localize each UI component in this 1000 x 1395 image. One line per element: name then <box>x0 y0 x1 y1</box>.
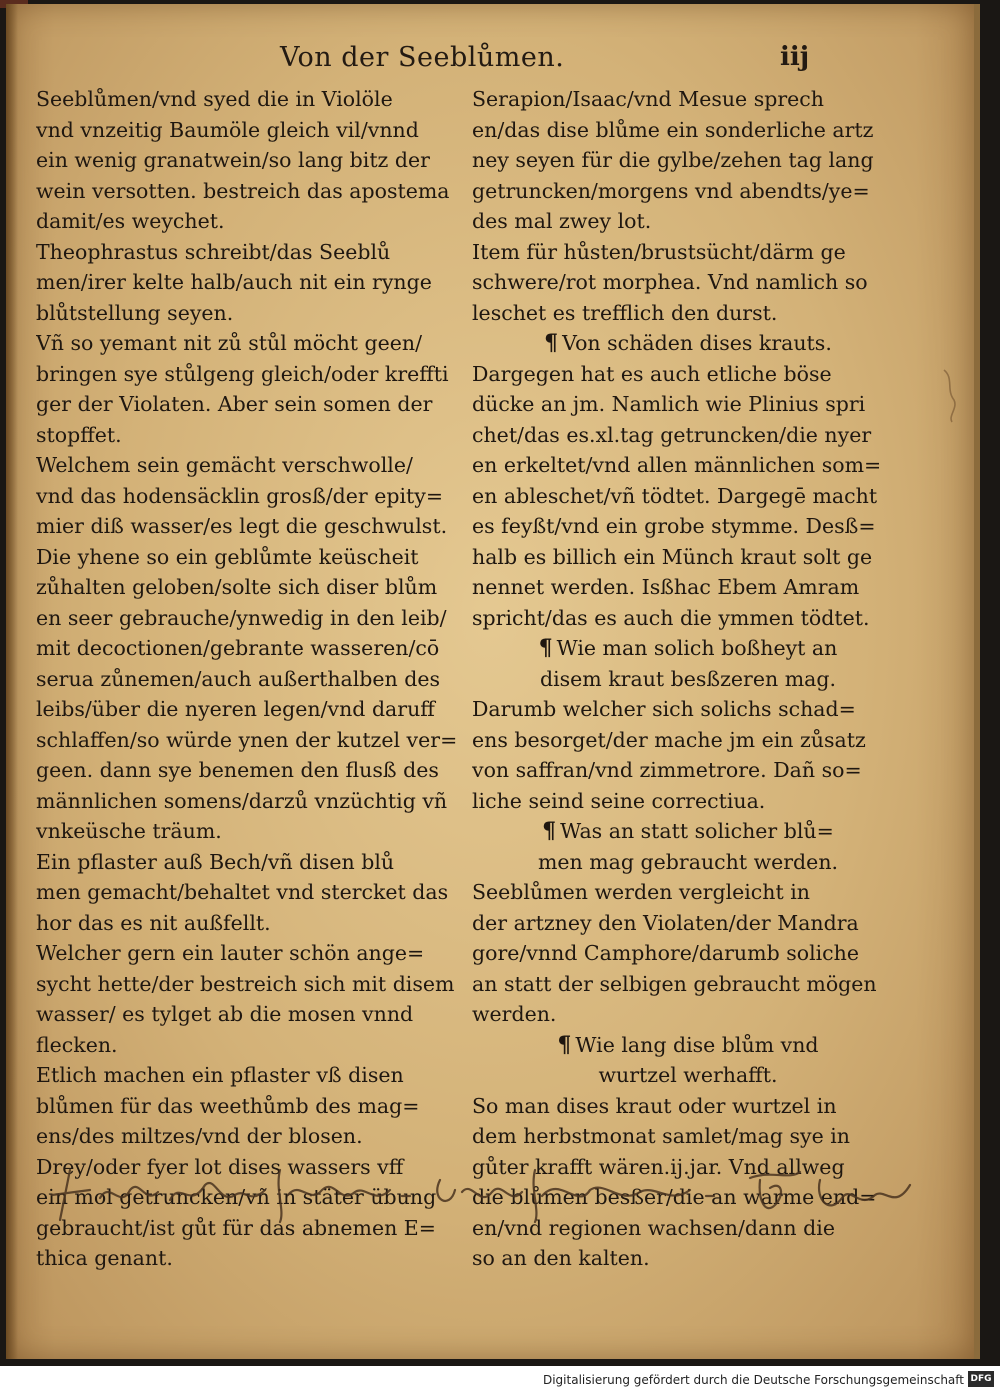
text-line <box>472 786 904 817</box>
text-line <box>472 755 904 786</box>
text-line: ens/des miltzes/vnd der blosen. <box>36 1124 363 1148</box>
section-heading <box>472 816 904 847</box>
text-line <box>472 115 904 146</box>
line-text: ens besorget/der mache jm ein zůsatz <box>472 727 866 752</box>
text-line <box>472 450 904 481</box>
text-line: bringen sye stůlgeng gleich/oder kreffti <box>36 361 449 386</box>
text-line: damit/es weychet. <box>36 209 225 233</box>
text-line: geen. dann sye benemen den flusß des <box>36 758 439 782</box>
text-line: vnkeüsche träum. <box>36 819 222 843</box>
text-line: zůhalten geloben/solte sich diser blům <box>36 575 438 599</box>
text-line: thica genant. <box>36 1246 173 1270</box>
text-line: blůtstellung seyen. <box>36 300 234 325</box>
funding-credit: Digitalisierung gefördert durch die Deutsche Forschungsgemeinschaft <box>542 1373 964 1387</box>
text-line: Etlich machen ein pflaster vß disen <box>36 1063 404 1087</box>
text-line <box>472 664 904 695</box>
text-line: Welcher gern ein lauter schön ange= <box>36 941 425 965</box>
line-text: die blůmen besßer/die an warme end= <box>472 1185 877 1209</box>
line-text: schwere/rot morphea. Vnd namlich so <box>472 270 868 294</box>
text-line <box>472 176 904 207</box>
line-text: es feyßt/vnd ein grobe stymme. Desß= <box>472 514 876 538</box>
dfg-logo: DFG <box>968 1371 994 1387</box>
text-line: Theophrastus schreibt/das Seeblů <box>36 239 391 264</box>
line-text: dücke an jm. Namlich wie Plinius spri <box>472 392 866 416</box>
handwritten-inscription <box>30 1150 950 1230</box>
text-line: Ein pflaster auß Bech/vñ disen blů <box>36 849 395 874</box>
text-line: hor das es nit außfellt. <box>36 910 271 935</box>
line-text: en/vnd regionen wachsen/dann die <box>472 1215 835 1240</box>
line-text: en/das dise blůme ein sonderliche artz <box>472 117 874 142</box>
text-line <box>472 542 904 573</box>
line-text: ney seyen für die gylbe/zehen tag lang <box>472 148 874 172</box>
line-text: so an den kalten. <box>472 1246 650 1270</box>
line-text: Darumb welcher sich solichs schad= <box>472 697 856 721</box>
line-text: en erkeltet/vnd allen männlichen som= <box>472 453 882 477</box>
line-text: disem kraut besßzeren mag. <box>539 666 837 691</box>
line-text: chet/das es.xl.tag getruncken/die nyer <box>472 422 872 447</box>
line-text: dem herbstmonat samlet/mag sye in <box>472 1124 851 1148</box>
text-line: stopffet. <box>36 422 122 447</box>
text-line: leibs/über die nyeren legen/vnd daruff <box>36 697 435 721</box>
text-line: blůmen für das weethůmb des mag= <box>36 1093 420 1118</box>
line-text: gore/vnnd Camphore/darumb soliche <box>472 941 859 965</box>
text-line: ger der Violaten. Aber sein somen der <box>36 392 433 416</box>
text-line: vnd vnzeitig Baumöle gleich vil/vnnd <box>36 117 419 142</box>
text-line: mier diß wasser/es legt die geschwulst. <box>36 514 448 538</box>
text-line: Welchem sein gemächt verschwolle/ <box>36 453 413 477</box>
line-text: nennet werden. Isßhac Ebem Amram <box>472 575 860 599</box>
line-text: spricht/das es auch die ymmen tödtet. <box>472 605 870 630</box>
footer-bar <box>0 1366 1000 1395</box>
text-line: Vñ so yemant nit zů stůl möcht geen/ <box>36 331 423 355</box>
text-line <box>472 389 904 420</box>
text-line: mit decoctionen/gebrante wasseren/cō <box>36 636 440 660</box>
text-line <box>472 725 904 756</box>
line-text: halb es billich ein Münch kraut solt ge <box>472 544 873 569</box>
text-line: ein mol getruncken/vñ in stäter übung <box>36 1185 437 1209</box>
line-text: der artzney den Violaten/der Mandra <box>472 910 859 935</box>
text-line <box>472 298 904 329</box>
text-line <box>472 969 904 1000</box>
text-line <box>472 603 904 634</box>
text-line <box>472 847 904 878</box>
text-line <box>472 145 904 176</box>
right-text-column <box>472 84 904 1274</box>
text-line: gebraucht/ist gůt für das abnemen E= <box>36 1215 436 1240</box>
pilcrow-icon: ¶ <box>557 1031 572 1058</box>
text-line <box>472 1121 904 1152</box>
text-line <box>472 1091 904 1122</box>
pilcrow-icon: ¶ <box>542 818 557 844</box>
pilcrow-icon: ¶ <box>538 635 553 661</box>
line-text: Item für hůsten/brustsücht/därm ge <box>472 239 846 264</box>
line-text: So man dises kraut oder wurtzel in <box>472 1093 837 1118</box>
left-text-column <box>36 84 468 1274</box>
line-text: Seeblůmen werden vergleicht in <box>472 880 811 904</box>
text-line <box>472 877 904 908</box>
text-line <box>472 420 904 451</box>
text-line: men/irer kelte halb/auch nit ein rynge <box>36 270 432 294</box>
text-line: flecken. <box>36 1032 118 1057</box>
text-line: ein wenig granatwein/so lang bitz der <box>36 148 430 172</box>
text-line: männlichen somens/darzů vnzüchtig vñ <box>36 788 448 813</box>
text-line <box>472 481 904 512</box>
line-text: men mag gebraucht werden. <box>537 849 839 874</box>
line-text: Von schäden dises krauts. <box>562 331 832 355</box>
line-text: Serapion/Isaac/vnd Mesue sprech <box>472 87 824 111</box>
text-line <box>472 267 904 298</box>
text-line: wasser/ es tylget ab die mosen vnnd <box>36 1002 414 1026</box>
page-header <box>280 42 840 82</box>
text-line <box>472 694 904 725</box>
text-line: Drey/oder fyer lot dises wassers vff <box>36 1154 404 1179</box>
line-text: Wie man solich boßheyt an <box>556 636 838 660</box>
text-line: Seeblůmen/vnd syed die in Violöle <box>36 87 393 111</box>
text-line: en seer gebrauche/ynwedig in den leib/ <box>36 605 447 630</box>
text-line <box>472 938 904 969</box>
section-heading <box>472 633 904 664</box>
text-line <box>472 511 904 542</box>
text-line <box>472 1060 904 1091</box>
text-line <box>472 572 904 603</box>
line-text: an statt der selbigen gebraucht mögen <box>472 971 877 996</box>
line-text: werden. <box>472 1002 557 1026</box>
section-heading <box>472 1030 904 1061</box>
line-text: Was an statt solicher blů= <box>560 819 834 843</box>
line-text: getruncken/morgens vnd abendts/ye= <box>472 178 870 203</box>
running-head: Von der Seeblůmen. <box>280 42 565 73</box>
line-text: des mal zwey lot. <box>472 209 652 233</box>
text-line: sycht hette/der bestreich sich mit disem <box>36 971 455 996</box>
text-line <box>472 999 904 1030</box>
text-line <box>472 206 904 237</box>
text-line <box>472 84 904 115</box>
text-line <box>472 359 904 390</box>
text-line: Die yhene so ein geblůmte keüscheit <box>36 544 419 569</box>
line-text: liche seind seine correctiua. <box>472 788 766 813</box>
line-text: Wie lang dise blům vnd <box>575 1032 819 1057</box>
text-line <box>472 1243 904 1274</box>
line-text: gůter krafft wären.ij.jar. Vnd allweg <box>472 1154 845 1179</box>
line-text: wurtzel werhafft. <box>598 1063 778 1087</box>
text-line <box>472 237 904 268</box>
line-text: en ableschet/vñ tödtet. Dargegē macht <box>472 483 878 508</box>
line-text: Dargegen hat es auch etliche böse <box>472 361 832 386</box>
line-text: leschet es trefflich den durst. <box>472 300 778 325</box>
text-line: serua zůnemen/auch außerthalben des <box>36 666 441 691</box>
pilcrow-icon: ¶ <box>544 330 559 356</box>
text-line: wein versotten. bestreich das apostema <box>36 178 450 203</box>
folio-number: iij <box>780 42 810 72</box>
text-line: vnd das hodensäcklin grosß/der epity= <box>36 483 444 508</box>
text-line <box>472 908 904 939</box>
page-gutter <box>6 4 18 1359</box>
text-line: schlaffen/so würde ynen der kutzel ver= <box>36 727 458 752</box>
section-heading <box>472 328 904 359</box>
line-text: von saffran/vnd zimmetrore. Dañ so= <box>472 758 862 782</box>
text-line: men gemacht/behaltet vnd stercket das <box>36 880 449 904</box>
marginal-annotation <box>940 366 960 426</box>
